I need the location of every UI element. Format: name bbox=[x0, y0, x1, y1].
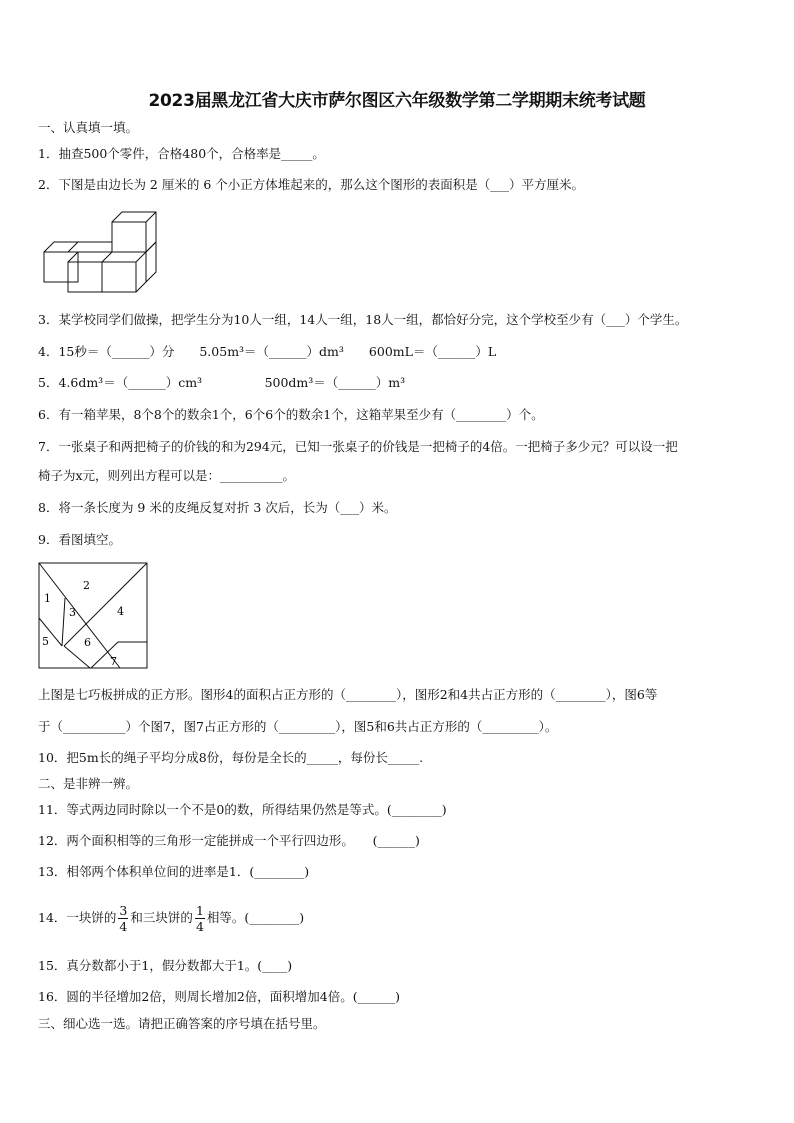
question-9-text-line-1: 上图是七巧板拼成的正方形。图形4的面积占正方形的（________），图形2和4共占正方形的（________），图6等 bbox=[38, 687, 658, 702]
question-7-line-2: 椅子为x元，则列出方程可以是：__________。 bbox=[38, 468, 296, 483]
tangram-label-5: 5 bbox=[42, 635, 49, 648]
section-1-heading: 一、认真填一填。 bbox=[38, 120, 139, 135]
question-14-middle: 和三块饼的 bbox=[130, 910, 193, 925]
cube-stack-figure bbox=[40, 208, 160, 304]
question-9: 9．看图填空。 bbox=[38, 532, 121, 547]
page-title: 2023届黑龙江省大庆市萨尔图区六年级数学第二学期期末统考试题 bbox=[148, 91, 646, 111]
tangram-label-7: 7 bbox=[110, 655, 117, 668]
question-14 bbox=[38, 898, 304, 938]
question-3: 3．某学校同学们做操，把学生分为10人一组，14人一组，18人一组，都恰好分完，这个学校至少有（___）个学生。 bbox=[38, 312, 688, 327]
question-8: 8．将一条长度为 9 米的皮绳反复对折 3 次后，长为（___）米。 bbox=[38, 500, 397, 515]
tangram-figure bbox=[38, 562, 150, 670]
question-16: 16．圆的半径增加2倍，则周长增加2倍，面积增加4倍。(______) bbox=[38, 989, 401, 1004]
question-10: 10．把5m长的绳子平均分成8份，每份是全长的_____，每份长_____. bbox=[38, 750, 424, 765]
tangram-label-3: 3 bbox=[69, 606, 76, 619]
question-1: 1．抽查500个零件，合格480个，合格率是_____。 bbox=[38, 146, 325, 161]
question-5: 5．4.6dm³＝（______）cm³ 500dm³＝（______）m³ bbox=[38, 375, 406, 390]
question-9-text-line-2: 于（__________）个图7，图7占正方形的（_________），图5和6共占正方形的（_________）。 bbox=[38, 719, 558, 734]
question-4: 4．15秒＝（______）分 5.05m³＝（______）dm³ 600mL＝（______）L bbox=[38, 344, 497, 359]
question-12: 12．两个面积相等的三角形一定能拼成一个平行四边形。 (______) bbox=[38, 833, 420, 848]
question-13: 13．相邻两个体积单位间的进率是1．(________) bbox=[38, 864, 310, 879]
question-2: 2．下图是由边长为 2 厘米的 6 个小正方体堆起来的，那么这个图形的表面积是（___）平方厘米。 bbox=[38, 177, 585, 192]
tangram-label-2: 2 bbox=[83, 579, 90, 592]
fraction-1-numerator: 3 bbox=[119, 902, 128, 918]
fraction-one-quarter bbox=[195, 903, 205, 934]
fraction-2-numerator: 1 bbox=[195, 902, 204, 918]
question-14-suffix: 相等。(________) bbox=[206, 910, 305, 925]
question-14-prefix: 14．一块饼的 bbox=[38, 910, 117, 925]
question-15: 15．真分数都小于1，假分数都大于1。(____) bbox=[38, 958, 293, 973]
question-7-line-1: 7．一张桌子和两把椅子的价钱的和为294元，已知一张桌子的价钱是一把椅子的4倍。一把椅子多少元？可以设一把 bbox=[38, 439, 678, 454]
tangram-label-4: 4 bbox=[117, 605, 124, 618]
question-11: 11．等式两边同时除以一个不是0的数，所得结果仍然是等式。(________) bbox=[38, 802, 447, 817]
tangram-label-6: 6 bbox=[84, 636, 91, 649]
question-6: 6．有一箱苹果，8个8个的数余1个，6个6个的数余1个，这箱苹果至少有（________）个。 bbox=[38, 407, 544, 422]
tangram-label-1: 1 bbox=[44, 592, 51, 605]
fraction-2-denominator: 4 bbox=[195, 918, 204, 934]
section-3-heading: 三、细心选一选。请把正确答案的序号填在括号里。 bbox=[38, 1016, 326, 1031]
fraction-three-quarters bbox=[118, 903, 128, 934]
fraction-1-denominator: 4 bbox=[119, 918, 128, 934]
section-2-heading: 二、是非辨一辨。 bbox=[38, 776, 139, 791]
